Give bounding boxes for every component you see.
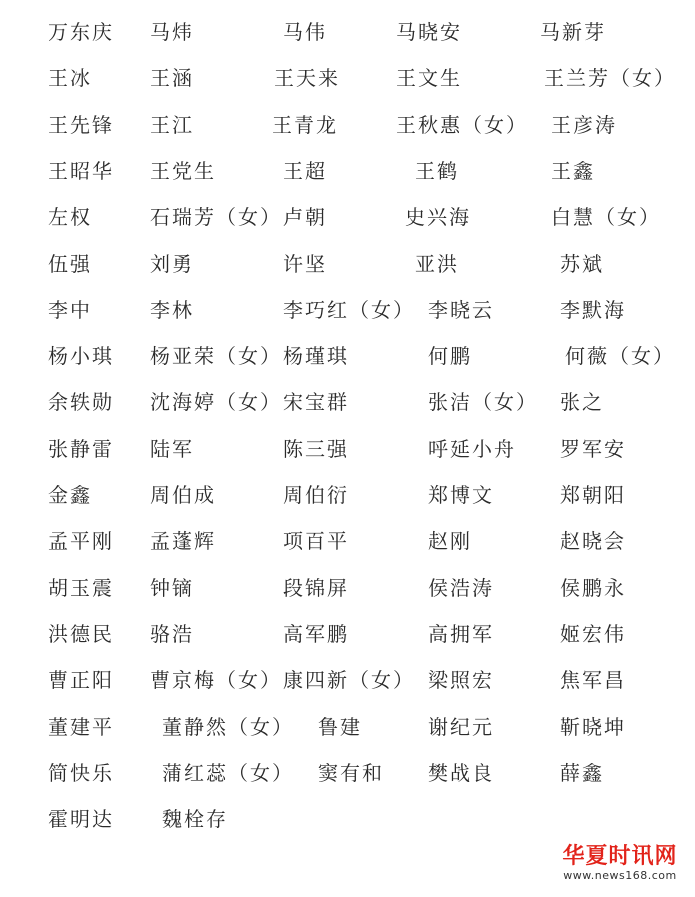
name-entry: 洪德民 <box>48 621 114 646</box>
name-entry: 靳晓坤 <box>560 714 626 739</box>
name-row <box>0 435 695 481</box>
name-entry: 史兴海 <box>405 205 471 230</box>
name-entry: 左权 <box>48 205 92 230</box>
name-entry: 樊战良 <box>428 760 494 785</box>
name-entry: 孟蓬辉 <box>150 529 216 554</box>
name-entry: 魏栓存 <box>162 807 228 832</box>
name-entry: 侯鹏永 <box>560 575 626 600</box>
name-entry: 赵晓会 <box>560 529 626 554</box>
name-entry: 苏斌 <box>560 251 604 276</box>
name-entry: 卢朝 <box>283 205 327 230</box>
name-entry: 简快乐 <box>48 760 114 785</box>
name-row <box>0 250 695 296</box>
name-entry: 钟镝 <box>150 575 194 600</box>
name-row <box>0 157 695 203</box>
name-entry: 呼延小舟 <box>428 436 516 461</box>
name-entry: 董静然（女） <box>162 714 294 739</box>
name-entry: 王冰 <box>48 66 92 91</box>
name-entry: 罗军安 <box>560 436 626 461</box>
name-entry: 王江 <box>150 112 194 137</box>
name-row <box>0 481 695 527</box>
name-row <box>0 527 695 573</box>
name-row <box>0 620 695 666</box>
name-entry: 姬宏伟 <box>560 621 626 646</box>
name-entry: 鲁建 <box>318 714 362 739</box>
name-entry: 王鑫 <box>551 158 595 183</box>
name-entry: 周伯衍 <box>283 483 349 507</box>
name-entry: 王涵 <box>150 66 194 91</box>
name-entry: 王秋惠（女） <box>396 112 528 137</box>
watermark-logo <box>555 845 685 885</box>
name-row <box>0 713 695 759</box>
name-entry: 李中 <box>48 297 92 322</box>
name-entry: 李晓云 <box>428 297 494 322</box>
name-entry: 石瑞芳（女） <box>150 205 282 230</box>
name-entry: 胡玉震 <box>48 575 114 600</box>
name-entry: 赵刚 <box>428 529 472 554</box>
name-entry: 王昭华 <box>48 158 114 183</box>
name-row <box>0 296 695 342</box>
name-entry: 项百平 <box>283 529 349 554</box>
name-entry: 王党生 <box>150 158 216 183</box>
name-entry: 王鹤 <box>415 158 459 183</box>
name-row <box>0 666 695 712</box>
name-row <box>0 203 695 249</box>
name-entry: 侯浩涛 <box>428 575 494 600</box>
name-entry: 王兰芳（女） <box>544 66 676 91</box>
name-entry: 焦军昌 <box>560 668 626 693</box>
name-entry: 段锦屏 <box>283 575 349 600</box>
name-entry: 宋宝群 <box>283 390 349 415</box>
name-row <box>0 759 695 805</box>
name-row <box>0 111 695 157</box>
name-entry: 杨瑾琪 <box>283 344 349 369</box>
name-entry: 周伯成 <box>150 483 216 507</box>
name-entry: 杨小琪 <box>48 344 114 369</box>
name-entry: 康四新（女） <box>283 668 415 693</box>
name-entry: 李林 <box>150 297 194 322</box>
name-entry: 高拥军 <box>428 621 494 646</box>
name-entry: 王先锋 <box>48 112 114 137</box>
name-entry: 高军鹏 <box>283 621 349 646</box>
name-row <box>0 342 695 388</box>
name-entry: 王超 <box>283 158 327 183</box>
name-entry: 王文生 <box>396 66 462 91</box>
name-entry: 孟平刚 <box>48 529 114 554</box>
name-entry: 刘勇 <box>150 251 194 276</box>
name-row <box>0 64 695 110</box>
name-entry: 谢纪元 <box>428 714 494 739</box>
name-entry: 余轶勋 <box>48 390 114 415</box>
name-entry: 梁照宏 <box>428 668 494 693</box>
name-entry: 杨亚荣（女） <box>150 344 282 369</box>
name-entry: 曹正阳 <box>48 668 114 693</box>
name-entry: 陆军 <box>150 436 194 461</box>
name-entry: 沈海婷（女） <box>150 390 282 415</box>
name-entry: 李巧红（女） <box>283 297 415 322</box>
name-entry: 王彦涛 <box>551 112 617 137</box>
name-entry: 王青龙 <box>272 112 338 137</box>
name-entry: 马炜 <box>150 20 194 44</box>
name-entry: 张静雷 <box>48 436 114 461</box>
name-entry: 陈三强 <box>283 436 349 461</box>
watermark-title: 华夏时讯网 <box>562 844 678 869</box>
name-entry: 亚洪 <box>415 251 459 276</box>
name-entry: 马新芽 <box>540 20 606 44</box>
name-entry: 何鹏 <box>428 344 472 369</box>
name-entry: 伍强 <box>48 251 92 276</box>
name-entry: 马晓安 <box>396 20 462 44</box>
name-entry: 马伟 <box>283 20 327 44</box>
name-entry: 万东庆 <box>48 20 114 44</box>
name-row <box>0 388 695 434</box>
name-entry: 董建平 <box>48 714 114 739</box>
name-row <box>0 18 695 64</box>
name-entry: 霍明达 <box>48 807 114 832</box>
name-row <box>0 574 695 620</box>
watermark-url: www.news168.com <box>563 869 677 882</box>
name-entry: 薛鑫 <box>560 760 604 785</box>
name-entry: 郑博文 <box>428 483 494 507</box>
name-entry: 张洁（女） <box>428 390 538 415</box>
name-entry: 窦有和 <box>318 760 384 785</box>
name-entry: 郑朝阳 <box>560 483 626 507</box>
name-entry: 李默海 <box>560 297 626 322</box>
name-entry: 张之 <box>560 390 604 415</box>
name-entry: 何薇（女） <box>565 344 675 369</box>
name-entry: 曹京梅（女） <box>150 668 282 693</box>
name-entry: 金鑫 <box>48 483 92 507</box>
name-entry: 白慧（女） <box>551 205 661 230</box>
name-entry: 王天来 <box>274 66 340 91</box>
name-entry: 蒲红蕊（女） <box>162 760 294 785</box>
name-entry: 骆浩 <box>150 621 194 646</box>
name-entry: 许坚 <box>283 251 327 276</box>
